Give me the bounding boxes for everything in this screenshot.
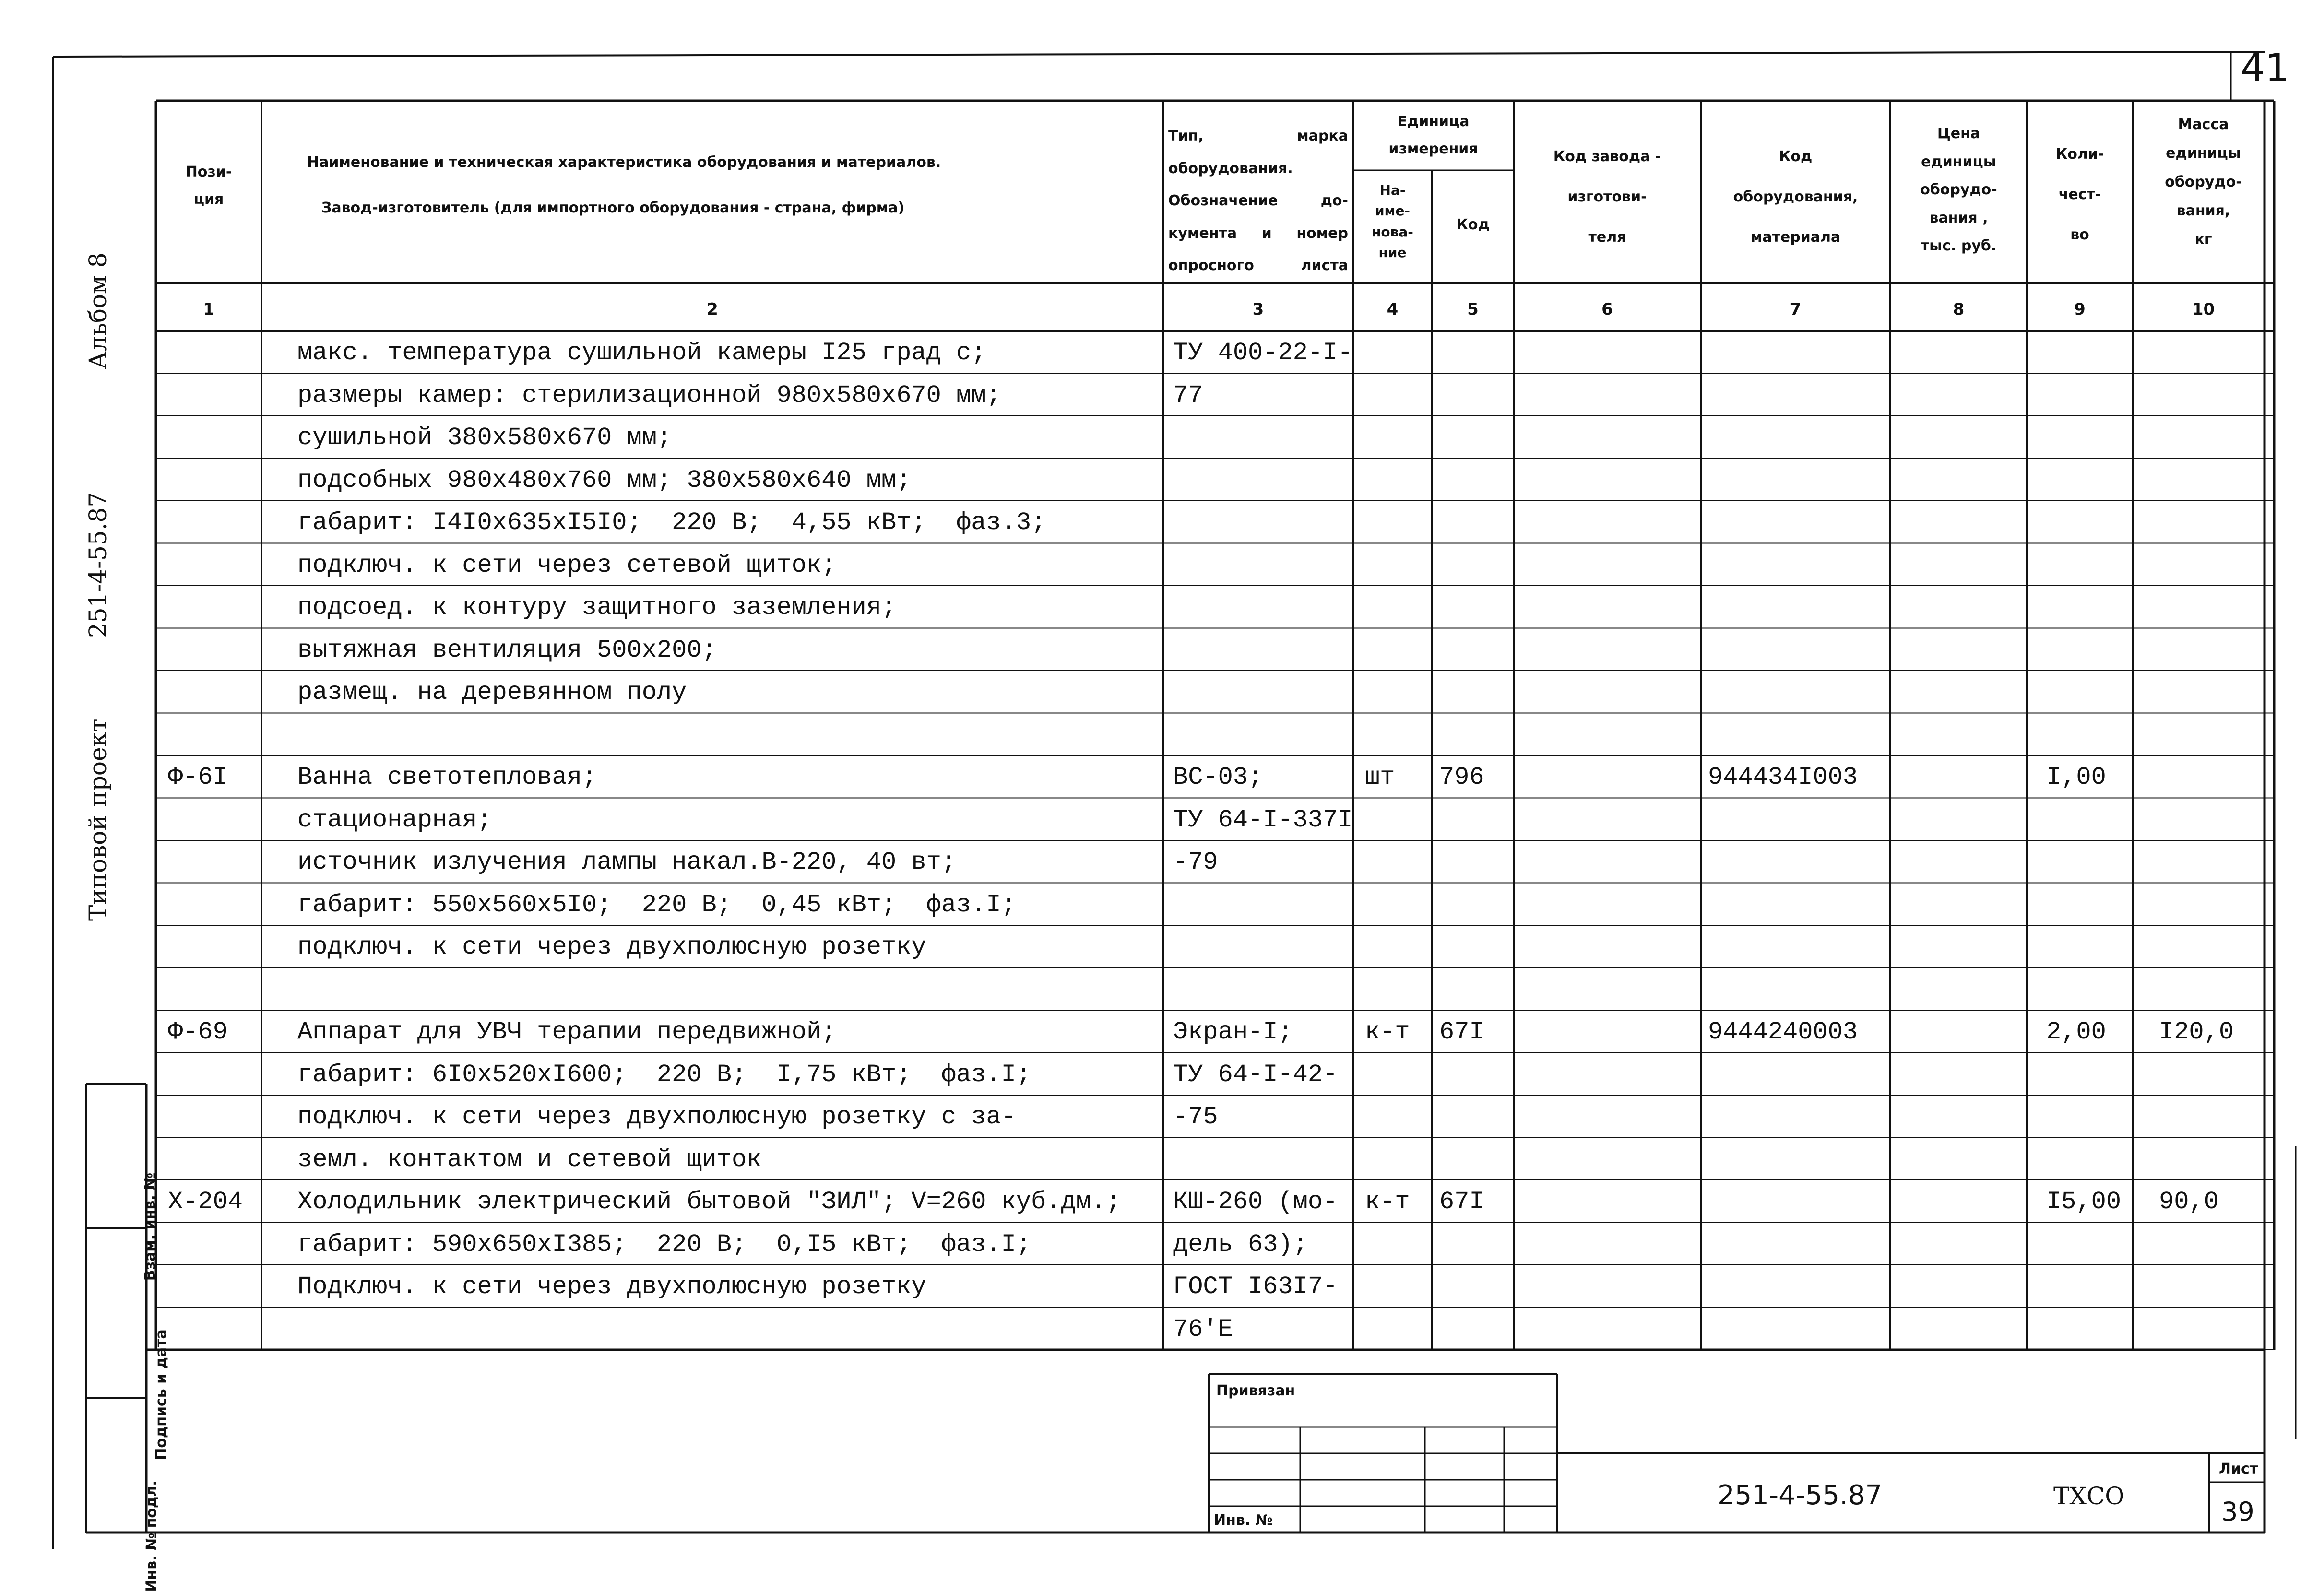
row-name: источник излучения лампы накал.В-220, 40 вт; (297, 848, 957, 876)
row-quantity: I,00 (2046, 763, 2106, 791)
column-number-10: 10 (2192, 300, 2215, 319)
row-position: Х-204 (168, 1188, 243, 1216)
row-name: Аппарат для УВЧ терапии передвижной; (297, 1018, 837, 1046)
row-quantity: I5,00 (2046, 1188, 2122, 1216)
header-position: Пози- ция (185, 164, 232, 208)
row-name: подсобных 980х480х760 мм; 380х580х640 мм; (297, 466, 912, 495)
row-name: сушильной 380х580х670 мм; (297, 424, 672, 452)
header-quantity: Коли- чест- во (2055, 146, 2104, 243)
row-type: дель 63); (1173, 1230, 1308, 1259)
column-number-9: 9 (2074, 300, 2086, 319)
row-name: подключ. к сети через двухполюсную розетку с за- (297, 1103, 1016, 1131)
row-type: -75 (1173, 1103, 1218, 1131)
row-type: ВС-03; (1173, 763, 1263, 791)
project-type-label: Типовой проект (84, 719, 112, 921)
row-position: Ф-6I (168, 763, 228, 791)
column-number-6: 6 (1601, 300, 1613, 319)
row-name: Подключ. к сети через двухполюсную розетку (297, 1273, 926, 1301)
row-quantity: 2,00 (2046, 1018, 2106, 1046)
row-unit-code: 67I (1439, 1188, 1484, 1216)
row-name: подключ. к сети через сетевой щиток; (297, 551, 837, 579)
corner-sheet-number: 41 (2241, 46, 2289, 90)
titleblock-doc-code: 251-4-55.87 (1718, 1480, 1883, 1511)
column-number-8: 8 (1953, 300, 1965, 319)
column-number-5: 5 (1467, 300, 1479, 319)
row-name: подключ. к сети через двухполюсную розетку (297, 933, 926, 961)
row-type: КШ-260 (мо- (1173, 1188, 1338, 1216)
row-name: габарит: 550х560х5I0; 220 В; 0,45 кВт; фаз.I; (297, 890, 1016, 919)
row-unit-name: шт (1365, 763, 1395, 791)
row-name: габарит: 590х650хI385; 220 В; 0,I5 кВт; фаз.I; (297, 1230, 1032, 1259)
row-equipment-code: 944434I003 (1708, 763, 1858, 791)
row-type: -79 (1173, 848, 1218, 876)
header-plant-code: Код завода - изготови- теля (1553, 148, 1661, 246)
row-type: 76'Е (1173, 1315, 1233, 1344)
album-label: Альбом 8 (84, 252, 112, 369)
row-unit-name: к-т (1365, 1188, 1410, 1216)
row-position: Ф-69 (168, 1018, 228, 1046)
row-type: ТУ 64-I-42- (1173, 1060, 1338, 1089)
row-type: ТУ 64-I-337I (1173, 805, 1353, 834)
row-unit-code: 796 (1439, 763, 1484, 791)
stamp-inv-podl: Инв. № подл. (143, 1480, 160, 1592)
row-type: ТУ 400-22-I- (1173, 339, 1353, 367)
column-number-2: 2 (707, 300, 718, 319)
row-type: ГОСТ I63I7- (1173, 1273, 1338, 1301)
row-equipment-code: 9444240003 (1708, 1018, 1858, 1046)
row-name: земл. контактом и сетевой щиток (297, 1145, 762, 1174)
titleblock-inv-no: Инв. № (1214, 1512, 1273, 1529)
header-type: Тип, марка оборудования. Обозначение до- кумента и номер опросного листа (1168, 128, 1348, 274)
header-unit-code: Код (1456, 216, 1490, 233)
header-mass: Масса единицы оборудо- вания, кг (2165, 116, 2242, 248)
row-mass: 90,0 (2159, 1188, 2219, 1216)
header-equipment-code: Код оборудования, материала (1733, 148, 1858, 246)
row-type: 77 (1173, 381, 1203, 410)
row-name: макс. температура сушильной камеры I25 град с; (297, 339, 986, 367)
row-name: стационарная; (297, 805, 492, 834)
row-type: Экран-I; (1173, 1018, 1293, 1046)
header-name-line2: Завод-изготовитель (для импортного оборудования - страна, фирма) (321, 200, 905, 216)
row-name: подсоед. к контуру защитного заземления; (297, 593, 897, 622)
stamp-podpis-data: Подпись и дата (153, 1329, 170, 1460)
row-unit-code: 67I (1439, 1018, 1484, 1046)
row-name: размещ. на деревянном полу (297, 678, 687, 707)
sheet-number: 39 (2221, 1497, 2254, 1527)
titleblock-privyazan: Привязан (1216, 1382, 1295, 1399)
row-mass: I20,0 (2159, 1018, 2234, 1046)
header-unit-name: На- име- нова- ние (1372, 182, 1413, 261)
row-name: Холодильник электрический бытовой "ЗИЛ"; V=260 куб.дм.; (297, 1188, 1121, 1216)
column-number-4: 4 (1387, 300, 1399, 319)
sheet-label: Лист (2219, 1461, 2258, 1477)
column-number-1: 1 (203, 300, 214, 319)
row-name: габарит: 6I0х520хI600; 220 В; I,75 кВт; фаз.I; (297, 1060, 1032, 1089)
stamp-vzam-inv: Взам. инв. № (142, 1172, 159, 1281)
titleblock-suffix: ТХСО (2053, 1482, 2125, 1510)
row-name: размеры камер: стерилизационной 980х580х670 мм; (297, 381, 1001, 410)
header-unit: Единица измерения (1388, 113, 1478, 157)
header-price: Цена единицы оборудо- вания , тыс. руб. (1920, 125, 1997, 254)
row-name: Ванна светотепловая; (297, 763, 597, 791)
project-code-side: 251-4-55.87 (84, 492, 112, 638)
row-unit-name: к-т (1365, 1018, 1410, 1046)
row-name: вытяжная вентиляция 500х200; (297, 636, 717, 664)
column-number-3: 3 (1252, 300, 1264, 319)
header-name-line1: Наименование и техническая характеристика оборудования и материалов. (307, 154, 941, 171)
column-number-7: 7 (1790, 300, 1802, 319)
row-name: габарит: I4I0х635хI5I0; 220 В; 4,55 кВт; фаз.3; (297, 508, 1046, 537)
